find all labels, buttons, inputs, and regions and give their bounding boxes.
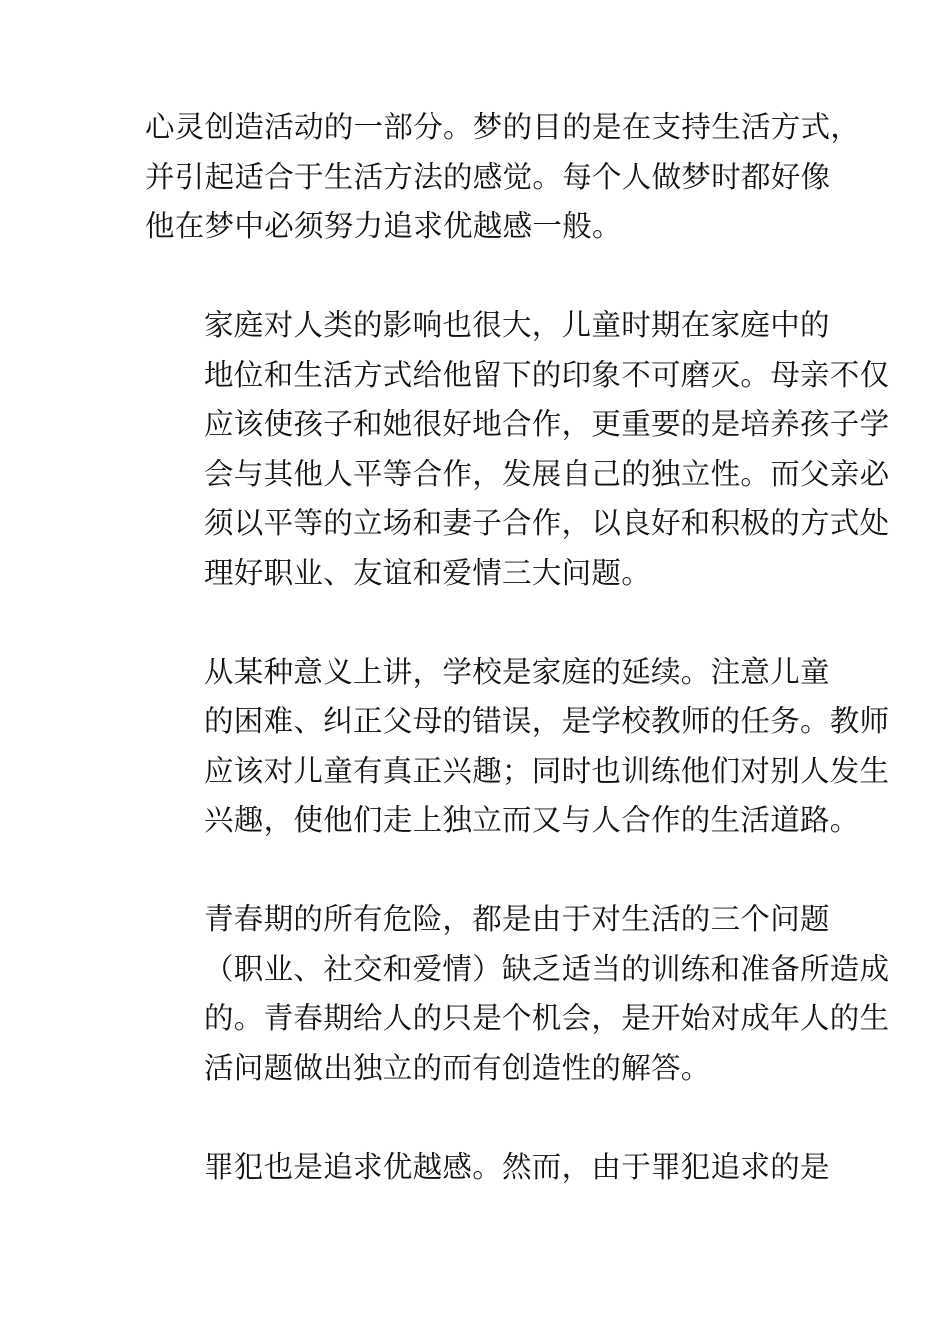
document-page — [145, 103, 890, 1242]
text-line: 从某种意义上讲，学校是家庭的延续。注意儿童 — [204, 654, 830, 689]
text-line: 应该对儿童有真正兴趣；同时也训练他们对别人发生 — [204, 753, 890, 788]
text-line: 兴趣，使他们走上独立而又与人合作的生活道路。 — [204, 803, 860, 837]
text-line: 心灵创造活动的一部分。梦的目的是在支持生活方式， — [145, 110, 861, 144]
text-line: 罪犯也是追求优越感。然而，由于罪犯追求的是 — [204, 1149, 830, 1184]
paragraph-school — [145, 648, 890, 846]
paragraph-adolescence — [145, 895, 890, 1093]
text-line: 家庭对人类的影响也很大，儿童时期在家庭中的 — [204, 308, 830, 342]
text-line: 理好职业、友谊和爱情三大问题。 — [204, 555, 652, 590]
text-line: 的困难、纠正父母的错误，是学校教师的任务。教师 — [204, 704, 890, 738]
paragraph-criminals — [145, 1143, 830, 1193]
text-line: （职业、社交和爱情）缺乏适当的训练和准备所造成 — [204, 951, 890, 986]
paragraph-family — [145, 301, 890, 598]
text-line: 须以平等的立场和妻子合作，以良好和积极的方式处 — [204, 506, 890, 540]
text-line: 他在梦中必须努力追求优越感一般。 — [145, 209, 622, 243]
text-line: 并引起适合于生活方法的感觉。每个人做梦时都好像 — [145, 159, 831, 194]
text-line: 青春期的所有危险，都是由于对生活的三个问题 — [204, 902, 830, 936]
text-line: 应该使孩子和她很好地合作，更重要的是培养孩子学 — [204, 407, 890, 441]
text-line: 活问题做出独立的而有创造性的解答。 — [204, 1050, 711, 1085]
text-line: 的。青春期给人的只是个机会，是开始对成年人的生 — [204, 1001, 890, 1035]
paragraph-dreams — [145, 103, 861, 252]
text-line: 会与其他人平等合作，发展自己的独立性。而父亲必 — [204, 456, 890, 491]
text-line: 地位和生活方式给他留下的印象不可磨灭。母亲不仅 — [204, 357, 890, 392]
